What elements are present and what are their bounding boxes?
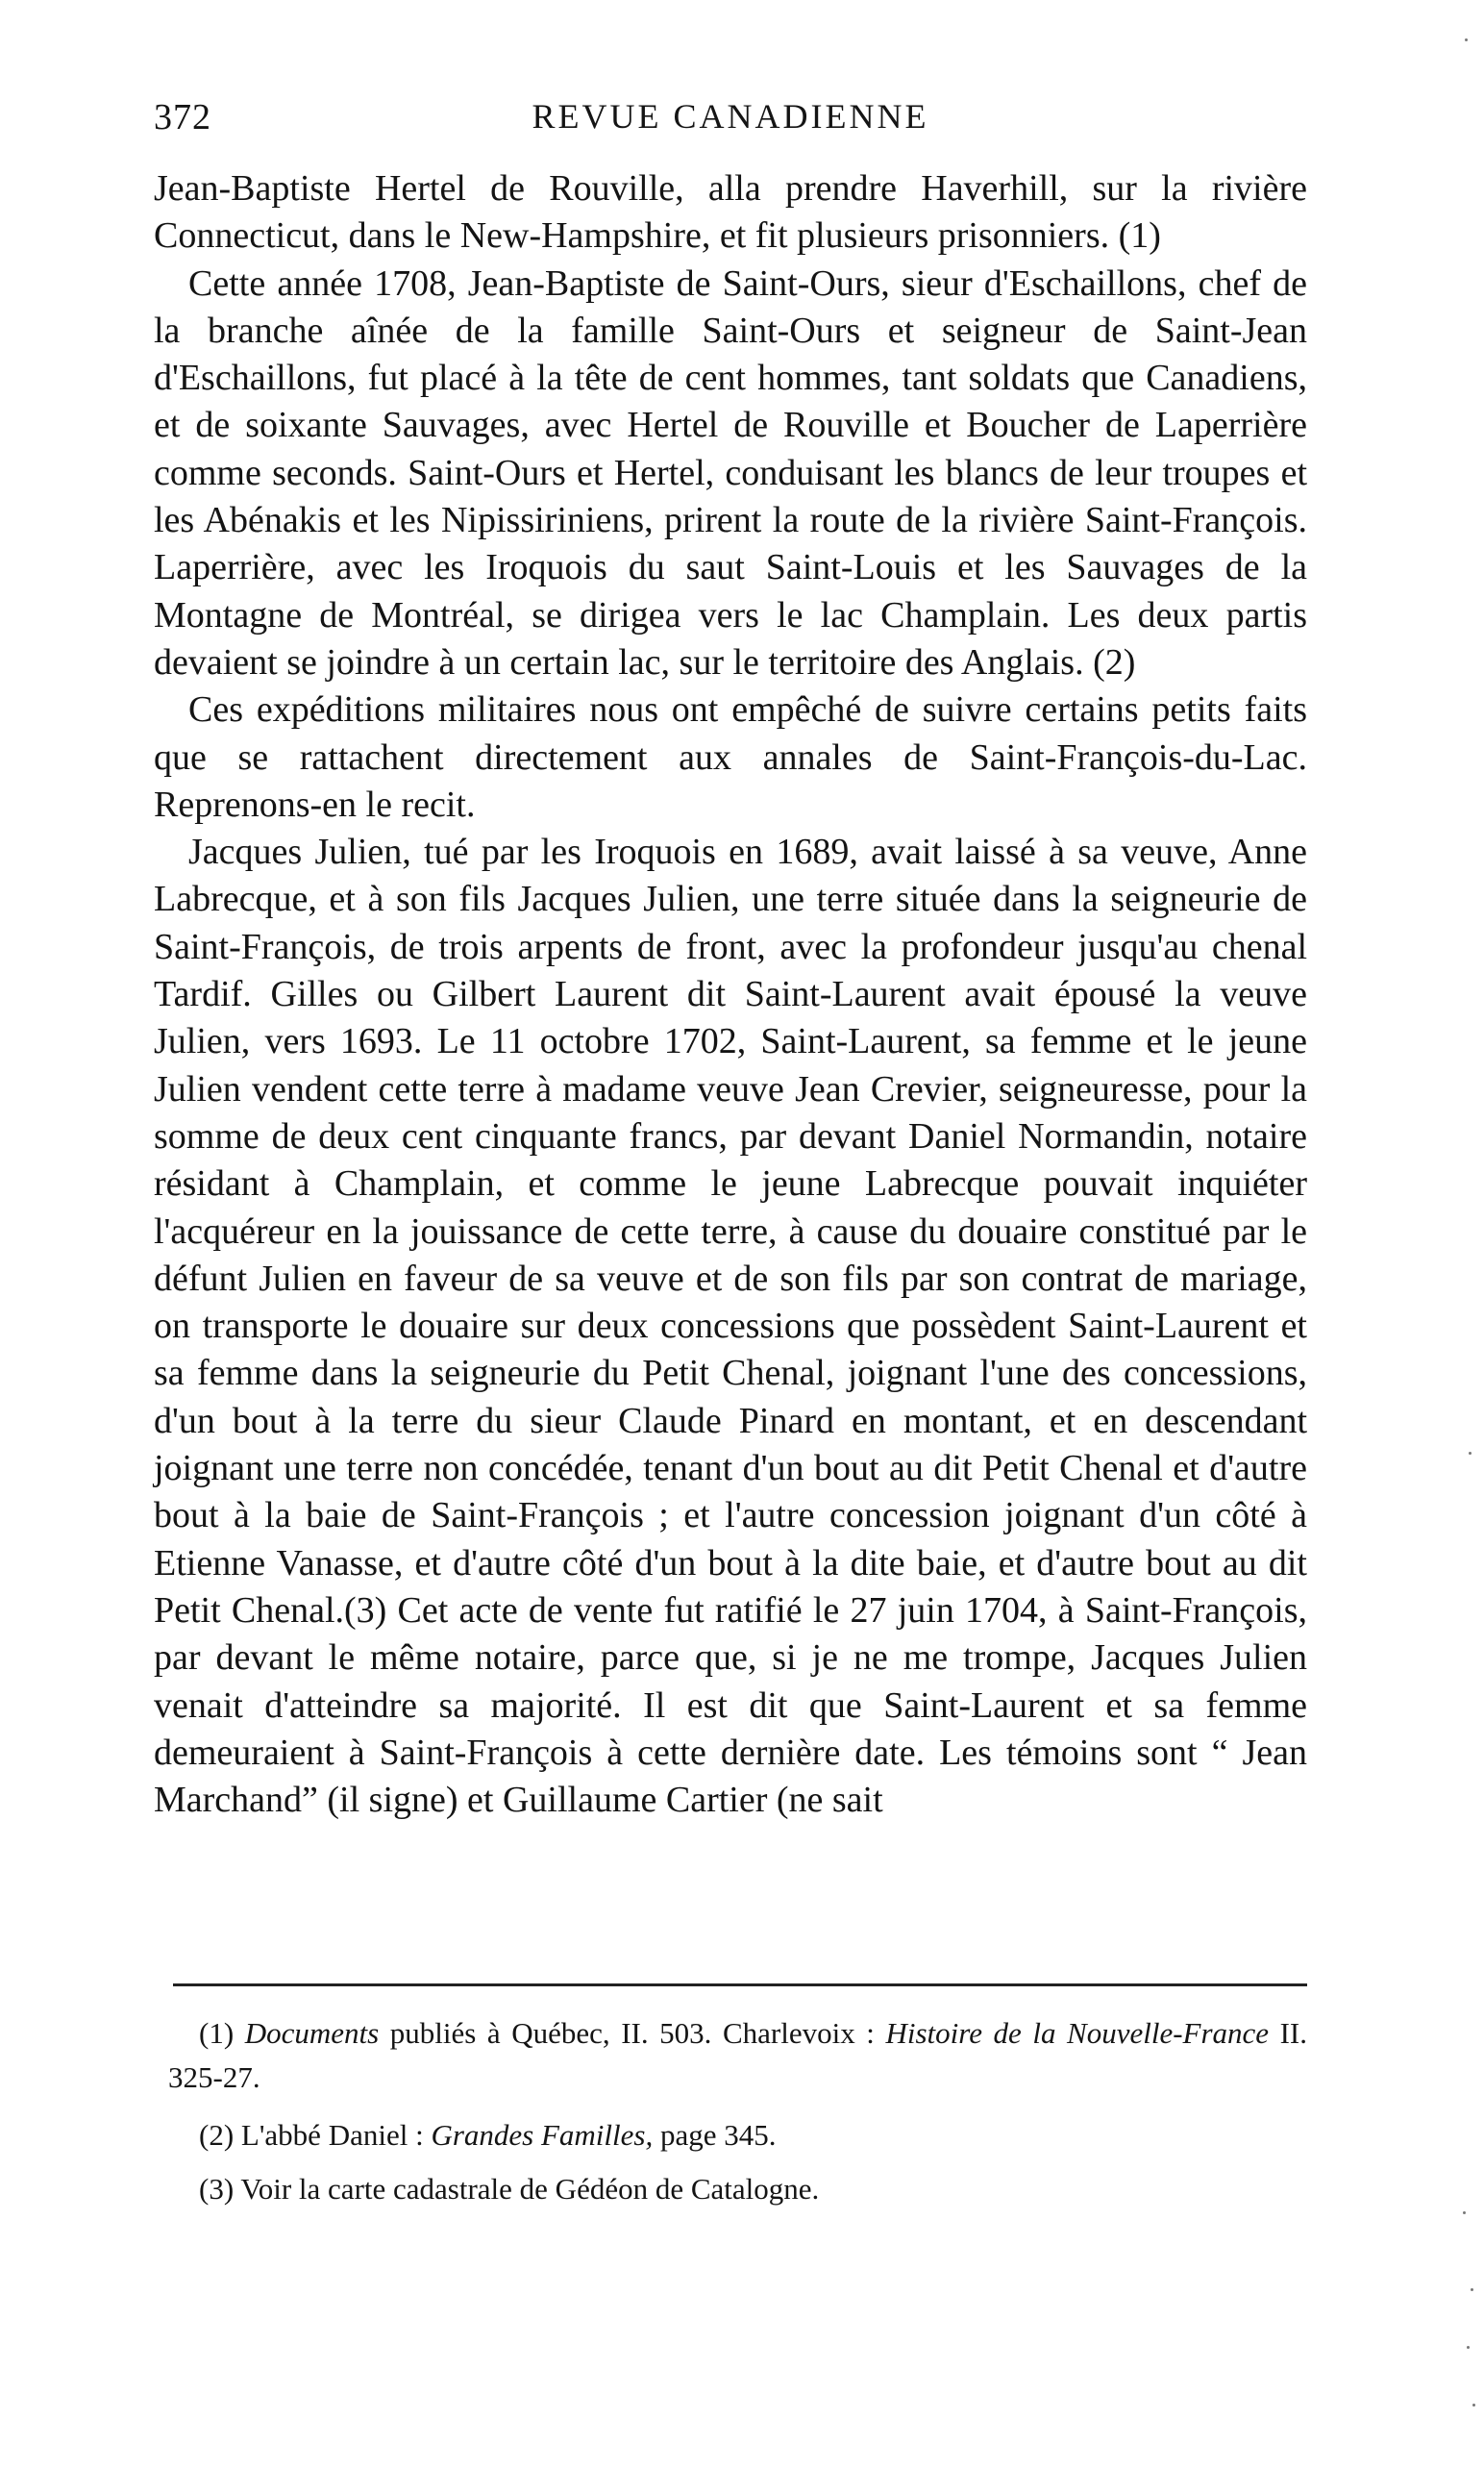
speck [1472,2404,1475,2407]
footnotes [168,2011,1307,2221]
page-header [154,96,1307,154]
footnote-marker: (2) [199,2118,235,2152]
running-title: REVUE CANADIENNE [532,97,929,136]
footnote-text: L'abbé Daniel : [234,2118,432,2152]
footnote-rule [173,1983,1307,1986]
speck [1465,38,1468,41]
footnote-text: page 345. [653,2118,777,2152]
paragraph: Ces expéditions militaires nous ont empêché de suivre certains petits faits que se rattachent directement aux annales de Saint-François-du-Lac. Reprenons-en le recit. [154,689,1307,825]
speck [1471,2288,1473,2291]
speck [1467,2346,1470,2349]
footnote-text: II. 325-27. [168,2016,1308,2094]
paragraph: Jacques Julien, tué par les Iroquois en 1689, avait laissé à sa veuve, Anne Labrecque, et à son fils Jacques Julien, une terre située dans la seigneurie de Saint-François, de trois arpents de front, avec la profondeur jusqu'au chenal Tardif. Gilles ou Gilbert Laurent dit Saint-Laurent avait épousé la veuve Julien, vers 1693. Le 11 octobre 1702, Saint-Laurent, sa femme et le jeune Julien vendent cette terre à madame veuve Jean Crevier, seigneuresse, pour la somme de deux cent cinquante francs, par devant Daniel Normandin, notaire résidant à Champlain, et comme le jeune Labrecque pouvait inquiéter l'acquéreur en la jouissance de cette terre, à cause du douaire constitué par le défunt Julien en faveur de sa veuve et de son fils par son contrat de mariage, on transporte le douaire sur deux concessions que possèdent Saint-Laurent et sa femme dans la seigneurie du Petit Chenal, joignant l'une des concessions, d'un bout à la terre du sieur Claude Pinard en montant, et en descendant joignant une terre non concédée, tenant d'un bout au dit Petit Chenal et d'autre bout à la baie de Saint-François ; et l'autre concession joignant d'un côté à Etienne Vanasse, et d'autre côté d'un bout à la dite baie, et d'autre bout au dit Petit Chenal.(3) Cet acte de vente fut ratifié le 27 juin 1704, à Saint-François, par devant le même notaire, parce que, si je ne me trompe, Jacques Julien venait d'atteindre sa majorité. Il est dit que Saint-Laurent et sa femme demeuraient à Saint-François à cette dernière date. Les témoins sont “ Jean Marchand” (il signe) et Guillaume Cartier (ne sait [154,832,1307,1821]
footnote-marker: (3) [199,2172,235,2206]
paragraph: Cette année 1708, Jean-Baptiste de Saint-Ours, sieur d'Eschaillons, chef de la branche aînée de la famille Saint-Ours et seigneur de Saint-Jean d'Eschaillons, fut placé à la tête de cent hommes, tant soldats que Canadiens, et de soixante Sauvages, avec Hertel de Rouville et Boucher de Laperrière comme seconds. Saint-Ours et Hertel, conduisant les blancs de leur troupes et les Abénakis et les Nipissiriniens, prirent la route de la rivière Saint-François. Laperrière, avec les Iroquois du saut Saint-Louis et les Sauvages de la Montagne de Montréal, se dirigea vers le lac Champlain. Les deux partis devaient se joindre à un certain lac, sur le territoire des Anglais. (2) [154,262,1307,683]
footnote-text: Voir la carte cadastrale de Gédéon de Catalogne. [234,2172,820,2206]
footnote-2 [168,2113,1307,2157]
footnote-marker: (1) [199,2016,235,2050]
speck [1463,2211,1466,2214]
footnote-1 [168,2011,1307,2100]
page-number: 372 [154,97,211,137]
footnote-italic: Documents [244,2016,380,2050]
footnote-italic: Grandes Familles, [431,2118,654,2152]
footnote-italic: Histoire de la Nouvelle-France [885,2016,1270,2050]
page-edge-specks [1455,0,1484,2469]
body-text [154,165,1307,1824]
speck [1469,1452,1472,1455]
footnote-3 [168,2167,1307,2211]
paragraph-continued: Jean-Baptiste Hertel de Rouville, alla prendre Haverhill, sur la rivière Connecticut, dans le New-Hampshire, et fit plusieurs prisonniers. (1) [154,168,1307,257]
footnote-text: publiés à Québec, II. 503. Charlevoix : [379,2016,886,2050]
